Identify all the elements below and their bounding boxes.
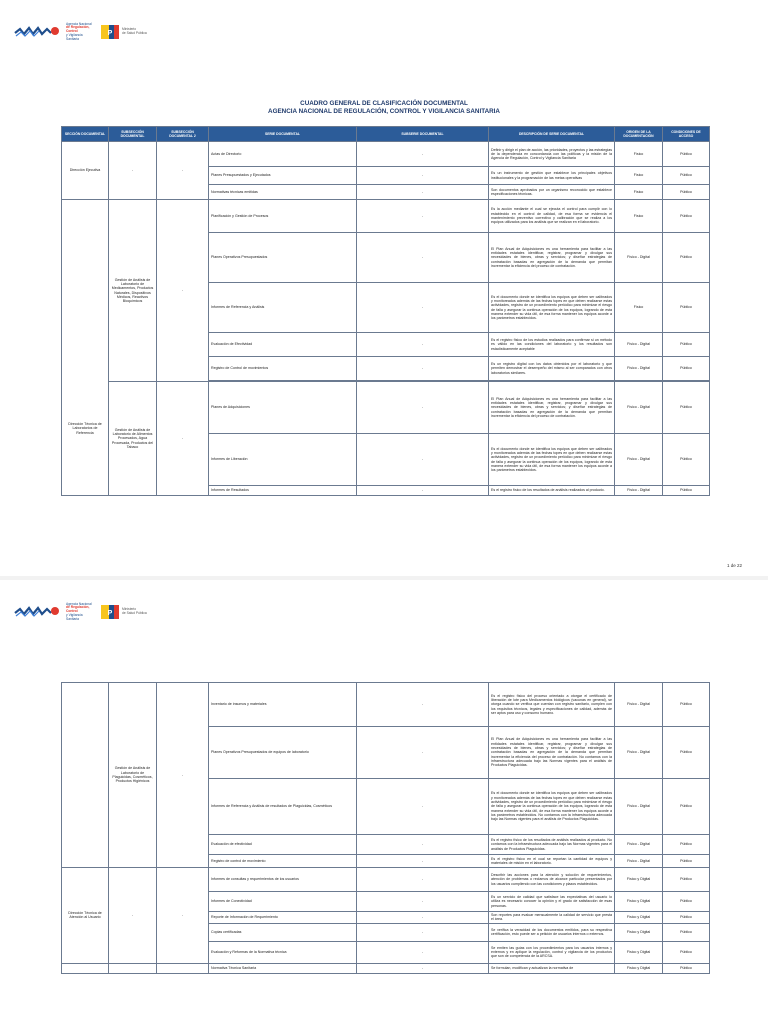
ministry-logo <box>100 603 148 621</box>
subsection-cell: Gestión de Análisis de Laboratorio de Medicamentos, Productos Naturales, Dispositivos Médicos, Reactivos Bioquímicos <box>109 200 157 382</box>
classification-table-page-2 <box>61 682 710 974</box>
document-page-2 <box>0 580 768 1024</box>
col-header: SERIE DOCUMENTAL <box>209 127 357 142</box>
description-cell: Son documentos aprobados por un organismo reconocido que establece especificaciones técnicas. <box>489 185 615 200</box>
subserie-cell: - <box>357 892 489 912</box>
origin-cell: Físico y Digital <box>615 941 663 963</box>
origin-cell: Físico - Digital <box>615 434 663 486</box>
access-cell: Público <box>663 382 710 434</box>
access-cell: Público <box>663 200 710 233</box>
subserie-cell: - <box>357 382 489 434</box>
serie-cell: Evaluación de Efectividad <box>209 333 357 357</box>
subserie-cell: - <box>357 683 489 727</box>
access-cell: Público <box>663 923 710 941</box>
origin-cell: Físico - Digital <box>615 486 663 496</box>
description-cell: Definir y dirigir el plan de acción, las prioridades, proyectos y las estrategias de la dependencia en concordancia con las políticas y la misión de la Agencia de Regulación, Control y Vigilancia Sanitaria <box>489 142 615 167</box>
origin-cell: Físico - Digital <box>615 333 663 357</box>
document-title: CUADRO GENERAL DE CLASIFICACIÓN DOCUMENTAL AGENCIA NACIONAL DE REGULACIÓN, CONTROL Y VIGILANCIA SANITARIA <box>268 100 500 115</box>
origin-cell: Físico - Digital <box>615 779 663 835</box>
subsection-cell: Gestión de Análisis de Laboratorio de Plaguicidas, Cosméticos, Productos Higiénicos <box>109 683 157 868</box>
agency-logo-text: Agencia Nacional de Regulación, Control y Vigilancia Sanitaria <box>66 21 92 41</box>
description-cell: Es el documento donde se identifica los equipos que deben ser calibrados y monitoreados además de las fechas topes en que deben realizarse estas actividades, registro de un procedimiento periódico para minimizar el riesgo de falla y asegurar la continua operación de los equipos, logrando de esta manera extender su vida útil, de esa forma mantener los equipos acorde a los parámetros establecidos. <box>489 283 615 333</box>
subserie-cell: - <box>357 357 489 381</box>
access-cell: Público <box>663 142 710 167</box>
serie-cell: Actas de Directorio <box>209 142 357 167</box>
origin-cell: Físico - Digital <box>615 357 663 381</box>
subserie-cell: - <box>357 855 489 868</box>
description-cell: Se formulan, modifican y actualizan la normativa de <box>489 963 615 973</box>
description-cell: Es el documento donde se identifica los equipos que deben ser calibrados y monitoreados además de las fechas topes en que deben realizarse estas actividades, registro de un procedimiento periódico para minimizar el riesgo de falla y asegurar la continua operación de los equipos, logrando de esta manera extender su vida útil, de esa forma mantener los equipos acorde a los parámetros establecidos. No contamos con la infraestructura adecuada bajo las Normas vigentes para el análisis de Productos Plaguicidas. <box>489 779 615 835</box>
serie-cell: Informes de Referencia y Análisis <box>209 283 357 333</box>
origin-cell: Físico - Digital <box>615 683 663 727</box>
access-cell: Público <box>663 941 710 963</box>
subsection-cell: - <box>109 868 157 964</box>
subserie-cell: - <box>357 779 489 835</box>
subsection2-cell: - <box>157 868 209 964</box>
description-cell: Es el registro físico de los resultados de análisis realizados al producto. <box>489 486 615 496</box>
origin-cell: Físico y Digital <box>615 963 663 973</box>
table-row <box>62 963 710 973</box>
access-cell: Público <box>663 185 710 200</box>
access-cell: Público <box>663 233 710 283</box>
access-cell: Público <box>663 167 710 185</box>
origin-cell: Físico - Digital <box>615 233 663 283</box>
subserie-cell: - <box>357 434 489 486</box>
origin-cell: Físico y Digital <box>615 923 663 941</box>
subserie-cell: - <box>357 167 489 185</box>
access-cell: Público <box>663 727 710 779</box>
description-cell: Es un servicio de calidad que satisface las expectativas del usuario lo utiliza es necesario conocer la opinión y el grado de satisfacción de esas personas. <box>489 892 615 912</box>
origin-cell: Físico - Digital <box>615 835 663 855</box>
serie-cell: Informes de Resultados <box>209 486 357 496</box>
subsection-cell <box>109 963 157 973</box>
serie-cell: Registro de Control de movimientos <box>209 357 357 381</box>
subsection2-cell: - <box>157 382 209 496</box>
ministry-logo <box>100 23 148 41</box>
serie-cell: Planificación y Gestión de Procesos <box>209 200 357 233</box>
subsection-cell: Gestión de Análisis de Laboratorio de Alimentos Procesados, Agua Procesada, Productos del Tabaco <box>109 382 157 496</box>
origin-cell: Físico - Digital <box>615 382 663 434</box>
table-row <box>62 142 710 167</box>
description-cell: El Plan Anual de Adquisiciones es una herramienta para facilitar a las entidades estatales identificar, registrar, programar y divulgar sus necesidades de bienes, obras y servicios; y diseñar estrategias de contratación basadas en agregación de la demanda que permitan incrementar la eficiencia del proceso de contratación. <box>489 233 615 283</box>
description-cell: Es el registro físico del proceso orientado a otorgar el certificado de liberación de lote para Medicamentos biológicos (vacunas en general), se otorga cuando se verifica que cuentan con registro sanitario, cumplen con los requisitos técnicos, legales y especificaciones de calidad, además de ser aptos para uso y consumo humano. <box>489 683 615 727</box>
access-cell: Público <box>663 683 710 727</box>
description-cell: Describir las acciones para la atención y solución de requerimientos, atención de problemas o reclamos de alcance particular presentados por los usuarios cumpliendo con las condiciones y plazos establecidos. <box>489 868 615 892</box>
description-cell: Es el registro físico de los resultados de análisis realizados al producto. No contamos con la infraestructura adecuada bajo las Normas vigentes para el análisis de Productos Plaguicidas. <box>489 835 615 855</box>
access-cell: Público <box>663 486 710 496</box>
access-cell: Público <box>663 283 710 333</box>
origin-cell: Físico - Digital <box>615 855 663 868</box>
col-header: SUBSERIE DOCUMENTAL <box>357 127 489 142</box>
description-cell: El Plan Anual de Adquisiciones es una herramienta para facilitar a las entidades estatales identificar, registrar, programar y divulgar sus necesidades de bienes, obras y servicios; y diseñar estrategias de contratación basadas en agregación de la demanda que permitan incrementar la eficiencia del proceso de contratación. No contamos con la infraestructura adecuada bajo las Normas vigentes para el análisis de Productos Plaguicidas. <box>489 727 615 779</box>
subserie-cell: - <box>357 200 489 233</box>
page-number: 1 de 22 <box>726 563 742 568</box>
description-cell: Se verifica la veracidad de los documentos emitidos, para su respectiva certificación, esto puede ser a petición de usuarios internos o externos. <box>489 923 615 941</box>
section-cell: Dirección Técnica de Atención al Usuario <box>62 868 109 964</box>
table-row <box>62 382 710 434</box>
subserie-cell: - <box>357 727 489 779</box>
origin-cell: Físico <box>615 185 663 200</box>
description-cell: Es un instrumento de gestión que establece los principales objetivos institucionales y la programación de las metas operativas <box>489 167 615 185</box>
description-cell: Se emiten las guías con los procedimientos para los usuarios internos y externos y en aplique la regulación, control y vigilancia de los productos que son de competencia de la ARCSA. <box>489 941 615 963</box>
subserie-cell: - <box>357 963 489 973</box>
col-header: CONDICIONES DE ACCESO <box>663 127 710 142</box>
subsection2-cell: - <box>157 200 209 382</box>
section-cell: Dirección Técnica de Laboratorios de Referencia <box>62 200 109 496</box>
serie-cell: Evaluación de efectividad <box>209 835 357 855</box>
col-header: ORIGEN DE LA DOCUMENTACIÓN <box>615 127 663 142</box>
classification-table-page-1 <box>61 126 710 496</box>
col-header: SUBSECCIÓN DOCUMENTAL <box>109 127 157 142</box>
serie-cell: Informes de Conectividad <box>209 892 357 912</box>
subserie-cell: - <box>357 185 489 200</box>
access-cell: Público <box>663 835 710 855</box>
ministry-badge-icon <box>100 23 120 41</box>
access-cell: Público <box>663 855 710 868</box>
serie-cell: Planes de Adquisiciones <box>209 382 357 434</box>
table-row <box>62 683 710 727</box>
subserie-cell: - <box>357 233 489 283</box>
serie-cell: Reporte de Información de Requerimiento <box>209 912 357 924</box>
subserie-cell: - <box>357 868 489 892</box>
page-header <box>14 20 148 44</box>
subserie-cell: - <box>357 333 489 357</box>
access-cell: Público <box>663 779 710 835</box>
agency-logo-icon <box>14 604 64 620</box>
access-cell: Público <box>663 912 710 924</box>
origin-cell: Físico y Digital <box>615 892 663 912</box>
section-cell <box>62 963 109 973</box>
subserie-cell: - <box>357 941 489 963</box>
serie-cell: Planes Presupuestados y Ejecutados <box>209 167 357 185</box>
table-header-row <box>62 127 710 142</box>
subserie-cell: - <box>357 923 489 941</box>
col-header: DESCRIPCIÓN DE SERIE DOCUMENTAL <box>489 127 615 142</box>
serie-cell: Inventario de insumos y materiales <box>209 683 357 727</box>
serie-cell: Planes Operativos Presupuestados <box>209 233 357 283</box>
subserie-cell: - <box>357 835 489 855</box>
access-cell: Público <box>663 434 710 486</box>
svg-text:P: P <box>107 610 113 617</box>
origin-cell: Físico y Digital <box>615 912 663 924</box>
description-cell: Es el registro físico de los estudios realizados para confirmar si un método es válido en las condiciones del laboratorio y los resultados son estadísticamente aceptable <box>489 333 615 357</box>
serie-cell: Normativas técnicas emitidas <box>209 185 357 200</box>
description-cell: El Plan Anual de Adquisiciones es una herramienta para facilitar a las entidades estatales identificar, registrar, programar y divulgar sus necesidades de bienes, obras y servicios; y diseñar estrategias de contratación basadas en agregación de la demanda que permitan incrementar la eficiencia del proceso de contratación. <box>489 382 615 434</box>
ministry-badge-icon <box>100 603 120 621</box>
subserie-cell: - <box>357 486 489 496</box>
access-cell: Público <box>663 868 710 892</box>
access-cell: Público <box>663 357 710 381</box>
agency-logo-icon <box>14 24 64 40</box>
origin-cell: Físico <box>615 283 663 333</box>
table-row <box>62 868 710 892</box>
page-header <box>14 600 148 624</box>
svg-text:P: P <box>107 30 113 37</box>
ministry-logo-text: Ministerio de Salud Pública <box>122 27 147 35</box>
serie-cell: Planes Operativos Presupuestados de equipos de laboratorio <box>209 727 357 779</box>
description-cell: Son reportes para evaluar mensualmente la calidad de servicio que presta el área. <box>489 912 615 924</box>
subsection2-cell: - <box>157 142 209 200</box>
subsection2-cell: - <box>157 683 209 868</box>
origin-cell: Físico <box>615 142 663 167</box>
serie-cell: Registro de control de movimiento <box>209 855 357 868</box>
subsection2-cell <box>157 963 209 973</box>
serie-cell: Evaluación y Reformas de la Normativa técnica <box>209 941 357 963</box>
access-cell: Público <box>663 333 710 357</box>
access-cell: Público <box>663 892 710 912</box>
subserie-cell: - <box>357 142 489 167</box>
ministry-logo-text: Ministerio de Salud Pública <box>122 607 147 615</box>
access-cell: Público <box>663 963 710 973</box>
serie-cell: Normativa Técnica Sanitaria <box>209 963 357 973</box>
subserie-cell: - <box>357 912 489 924</box>
description-cell: Es la acción mediante el cual se ejecuta el control para cumplir con lo establecido en el control de calidad, de esa forma se evidencia el mantenimiento preventivo correctivo y calibración que se realiza a los equipos utilizados para los análisis que se realizan en el laboratorio. <box>489 200 615 233</box>
serie-cell: Informes de consultas y requerimientos de los usuarios <box>209 868 357 892</box>
col-header: SECCIÓN DOCUMENTAL <box>62 127 109 142</box>
origin-cell: Físico <box>615 200 663 233</box>
serie-cell: Informes de Liberación <box>209 434 357 486</box>
agency-logo-text: Agencia Nacional de Regulación, Control y Vigilancia Sanitaria <box>66 601 92 621</box>
section-cell <box>62 683 109 868</box>
col-header: SUBSECCIÓN DOCUMENTAL 2 <box>157 127 209 142</box>
description-cell: Es un registro digital con los datos obtenidos por el laboratorio y que permiten demostrar el desempeño del mismo al ser comparados con otros laboratorios similares. <box>489 357 615 381</box>
subsection-cell: - <box>109 142 157 200</box>
origin-cell: Físico - Digital <box>615 727 663 779</box>
serie-cell: Copias certificadas <box>209 923 357 941</box>
table-row <box>62 200 710 233</box>
description-cell: Es el registro físico en el cual se reportan la cantidad de equipos y materiales de misión en el laboratorio. <box>489 855 615 868</box>
description-cell: Es el documento donde se identifica los equipos que deben ser calibrados y monitoreados además de las fechas topes en que deben realizarse estas actividades, registro de un procedimiento periódico para minimizar el riesgo de falla y asegurar la continua operación de los equipos, logrando de esta manera extender su vida útil, de esa forma mantener los equipos acorde a los parámetros establecidos. <box>489 434 615 486</box>
subserie-cell: - <box>357 283 489 333</box>
serie-cell: Informes de Referencia y Análisis de resultados de Plaguicidas, Cosméticos <box>209 779 357 835</box>
section-cell: Dirección Ejecutiva <box>62 142 109 200</box>
origin-cell: Físico <box>615 167 663 185</box>
origin-cell: Físico y Digital <box>615 868 663 892</box>
